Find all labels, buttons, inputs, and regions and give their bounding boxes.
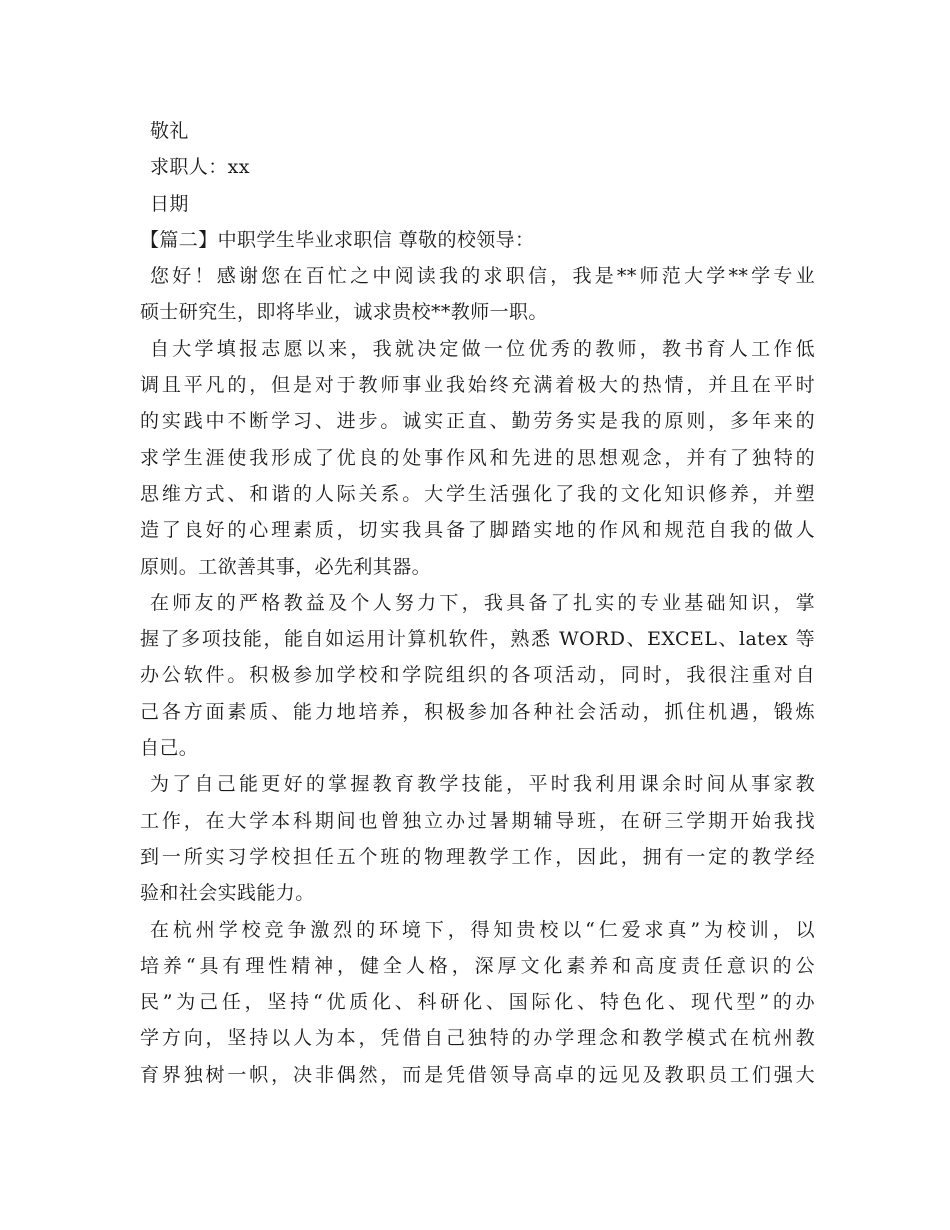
text-line: 自大学填报志愿以来，我就决定做一位优秀的教师，教书育人工作低 [150,337,815,360]
document-body [140,113,815,1093]
text-line: 敬礼 [150,120,189,142]
text-line: 求学生涯使我形成了优良的处事作风和先进的思想观念，并有了独特的 [140,446,815,469]
text-line: 办公软件。积极参加学校和学院组织的各项活动，同时，我很注重对自 [140,664,815,687]
text-line: 握了多项技能，能自如运用计算机软件，熟悉 WORD、EXCEL、latex 等 [140,628,815,651]
text-line: 造了良好的心理素质，切实我具备了脚踏实地的作风和规范自我的做人 [140,519,815,542]
text-line: 己各方面素质、能力地培养，积极参加各种社会活动，抓住机遇，锻炼 [140,700,815,723]
text-line: 思维方式、和谐的人际关系。大学生活强化了我的文化知识修养，并塑 [140,482,815,505]
text-line: 在杭州学校竞争激烈的环境下，得知贵校以“仁爱求真”为校训，以 [150,918,815,941]
text-line: 到一所实习学校担任五个班的物理教学工作，因此，拥有一定的教学经 [140,845,815,868]
text-line: 求职人：xx [150,156,250,179]
text-line: 原则。工欲善其事，必先利其器。 [140,555,432,578]
text-line: 民”为己任，坚持“优质化、科研化、国际化、特色化、现代型”的办 [140,991,815,1014]
text-line: 【篇二】中职学生毕业求职信 尊敬的校领导： [140,228,535,251]
text-line: 学方向，坚持以人为本，凭借自己独特的办学理念和教学模式在杭州教 [140,1027,815,1050]
text-line: 的实践中不断学习、进步。诚实正直、勤劳务实是我的原则，多年来的 [140,410,815,433]
text-line: 日期 [150,192,189,215]
text-line: 培养“具有理性精神，健全人格，深厚文化素养和高度责任意识的公 [140,954,815,977]
text-line: 验和社会实践能力。 [140,882,315,905]
text-line: 为了自己能更好的掌握教育教学技能，平时我利用课余时间从事家教 [150,773,815,796]
text-line: 调且平凡的，但是对于教师事业我始终充满着极大的热情，并且在平时 [140,374,815,397]
text-line: 您好！感谢您在百忙之中阅读我的求职信，我是**师范大学**学专业 [150,265,815,288]
text-line: 自己。 [140,737,199,760]
text-line: 育界独树一帜，决非偶然，而是凭借领导高卓的远见及教职员工们强大 [140,1063,815,1086]
text-line: 硕士研究生，即将毕业，诚求贵校**教师一职。 [140,301,548,324]
text-line: 在师友的严格教益及个人努力下，我具备了扎实的专业基础知识，掌 [150,591,815,614]
text-line: 工作，在大学本科期间也曾独立办过暑期辅导班，在研三学期开始我找 [140,809,815,832]
